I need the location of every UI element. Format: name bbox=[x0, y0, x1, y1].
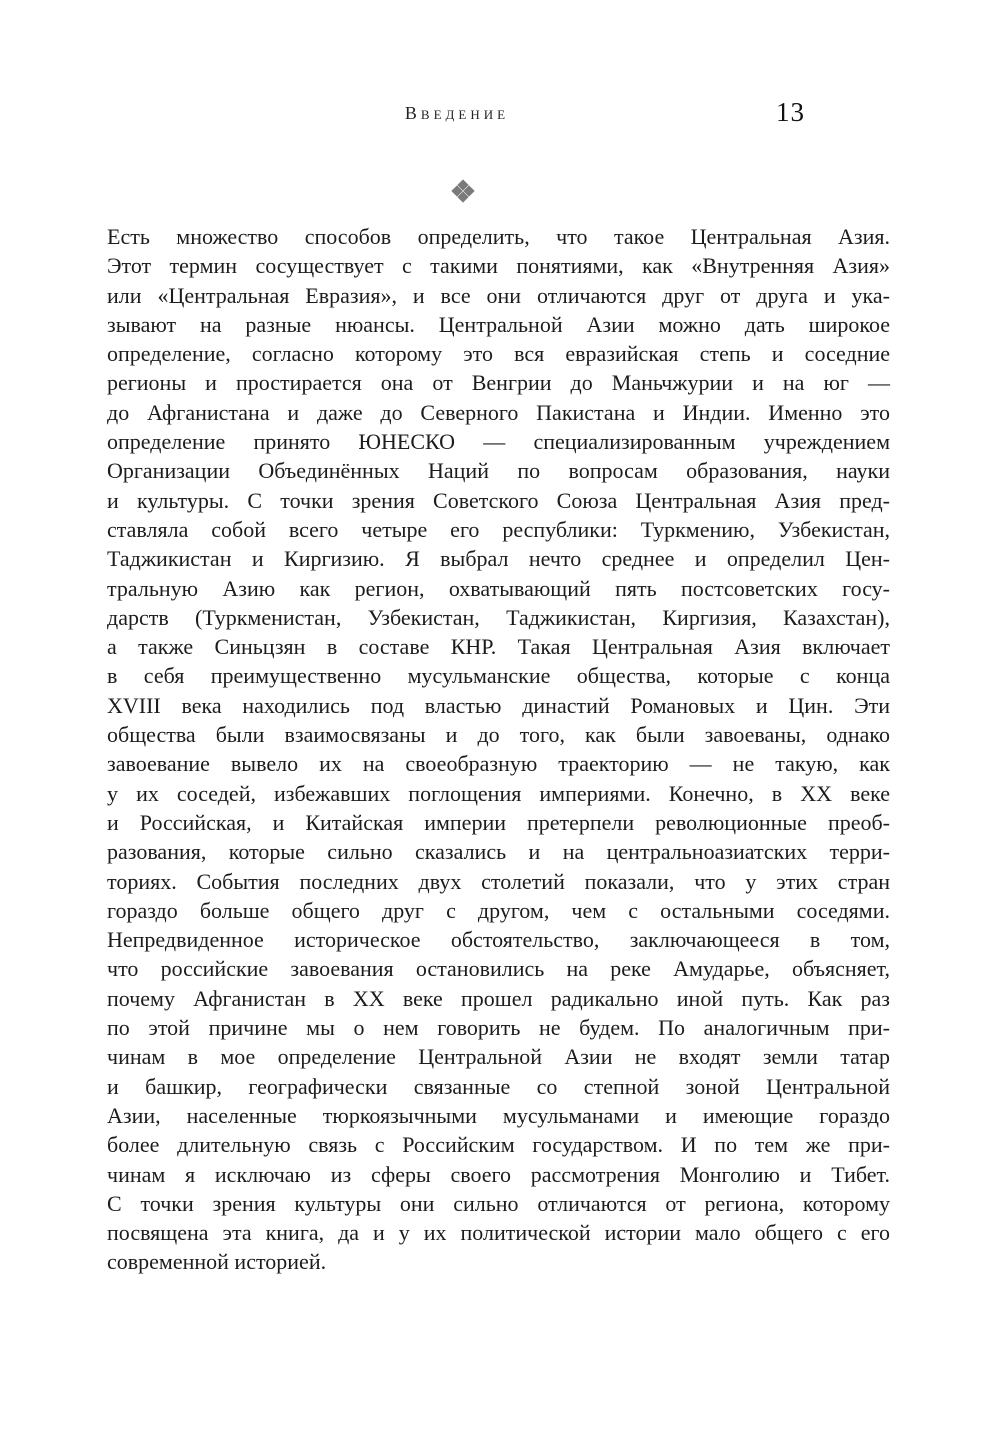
text-line: определение, согласно которому это вся евразийская степь и соседние bbox=[107, 341, 890, 367]
text-line: тральную Азию как регион, охватывающий пять постсоветских госу- bbox=[107, 575, 890, 601]
text-line: завоевание вывело их на своеобразную траекторию — не такую, как bbox=[107, 751, 890, 777]
text-line: чинам я исключаю из сферы своего рассмотрения Монголию и Тибет. bbox=[107, 1161, 890, 1187]
paragraph-body bbox=[107, 222, 890, 1277]
text-line: современной историей. bbox=[107, 1249, 327, 1275]
text-line: и башкир, географически связанные со степной зоной Центральной bbox=[107, 1073, 890, 1099]
text-line: Этот термин сосуществует с такими понятиями, как «Внутренняя Азия» bbox=[107, 253, 890, 279]
text-line: Азии, населенные тюркоязычными мусульманами и имеющие гораздо bbox=[107, 1102, 890, 1128]
text-line: разования, которые сильно сказались и на центральноазиатских терри- bbox=[107, 839, 890, 865]
four-diamond-ornament-icon bbox=[448, 176, 478, 206]
text-line: а также Синьцзян в составе КНР. Такая Центральная Азия включает bbox=[107, 634, 890, 660]
text-line: определение принято ЮНЕСКО — специализированным учреждением bbox=[107, 429, 890, 455]
text-line: Есть множество способов определить, что такое Центральная Азия. bbox=[107, 224, 890, 249]
text-line: Непредвиденное историческое обстоятельство, заключающееся в том, bbox=[107, 927, 890, 953]
text-line: XVIII века находились под властью династий Романовых и Цин. Эти bbox=[107, 692, 890, 718]
text-line: в себя преимущественно мусульманские общества, которые с конца bbox=[107, 663, 890, 689]
running-head-title: Введение bbox=[404, 103, 510, 123]
text-line: почему Афганистан в XX веке прошел радикально иной путь. Как раз bbox=[107, 985, 890, 1011]
text-line: Таджикистан и Киргизию. Я выбрал нечто среднее и определил Цен- bbox=[107, 546, 890, 572]
text-line: у их соседей, избежавших поглощения империями. Конечно, в XX веке bbox=[107, 780, 890, 806]
page-number: 13 bbox=[776, 97, 805, 127]
text-line: ториях. События последних двух столетий показали, что у этих стран bbox=[107, 868, 890, 894]
text-column bbox=[107, 0, 890, 1447]
text-line: зывают на разные нюансы. Центральной Азии можно дать широкое bbox=[107, 311, 890, 337]
text-line: что российские завоевания остановились на реке Амударье, объясняет, bbox=[107, 956, 890, 982]
text-line: дарств (Туркменистан, Узбекистан, Таджикистан, Киргизия, Казахстан), bbox=[107, 604, 890, 630]
text-line: регионы и простирается она от Венгрии до Маньчжурии и на юг — bbox=[107, 370, 890, 396]
text-line: Организации Объединённых Наций по вопросам образования, науки bbox=[107, 458, 890, 484]
text-line: гораздо больше общего друг с другом, чем с остальными соседями. bbox=[107, 897, 890, 923]
text-line: посвящена эта книга, да и у их политической истории мало общего с его bbox=[107, 1220, 890, 1246]
text-line: ставляла собой всего четыре его республики: Туркмению, Узбекистан, bbox=[107, 516, 890, 542]
text-line: С точки зрения культуры они сильно отличаются от региона, которому bbox=[107, 1190, 890, 1216]
text-line: и культуры. С точки зрения Советского Союза Центральная Азия пред- bbox=[107, 487, 890, 513]
text-line: и Российская, и Китайская империи претерпели революционные преоб- bbox=[107, 809, 890, 835]
text-line: до Афганистана и даже до Северного Пакистана и Индии. Именно это bbox=[107, 399, 890, 425]
text-line: по этой причине мы о нем говорить не будем. По аналогичным при- bbox=[107, 1015, 890, 1041]
text-line: более длительную связь с Российским государством. И по тем же при- bbox=[107, 1132, 890, 1158]
text-line: чинам в мое определение Центральной Азии не входят земли татар bbox=[107, 1044, 890, 1070]
text-line: общества были взаимосвязаны и до того, как были завоеваны, однако bbox=[107, 722, 890, 748]
text-line: или «Центральная Евразия», и все они отличаются друг от друга и ука- bbox=[107, 282, 890, 308]
